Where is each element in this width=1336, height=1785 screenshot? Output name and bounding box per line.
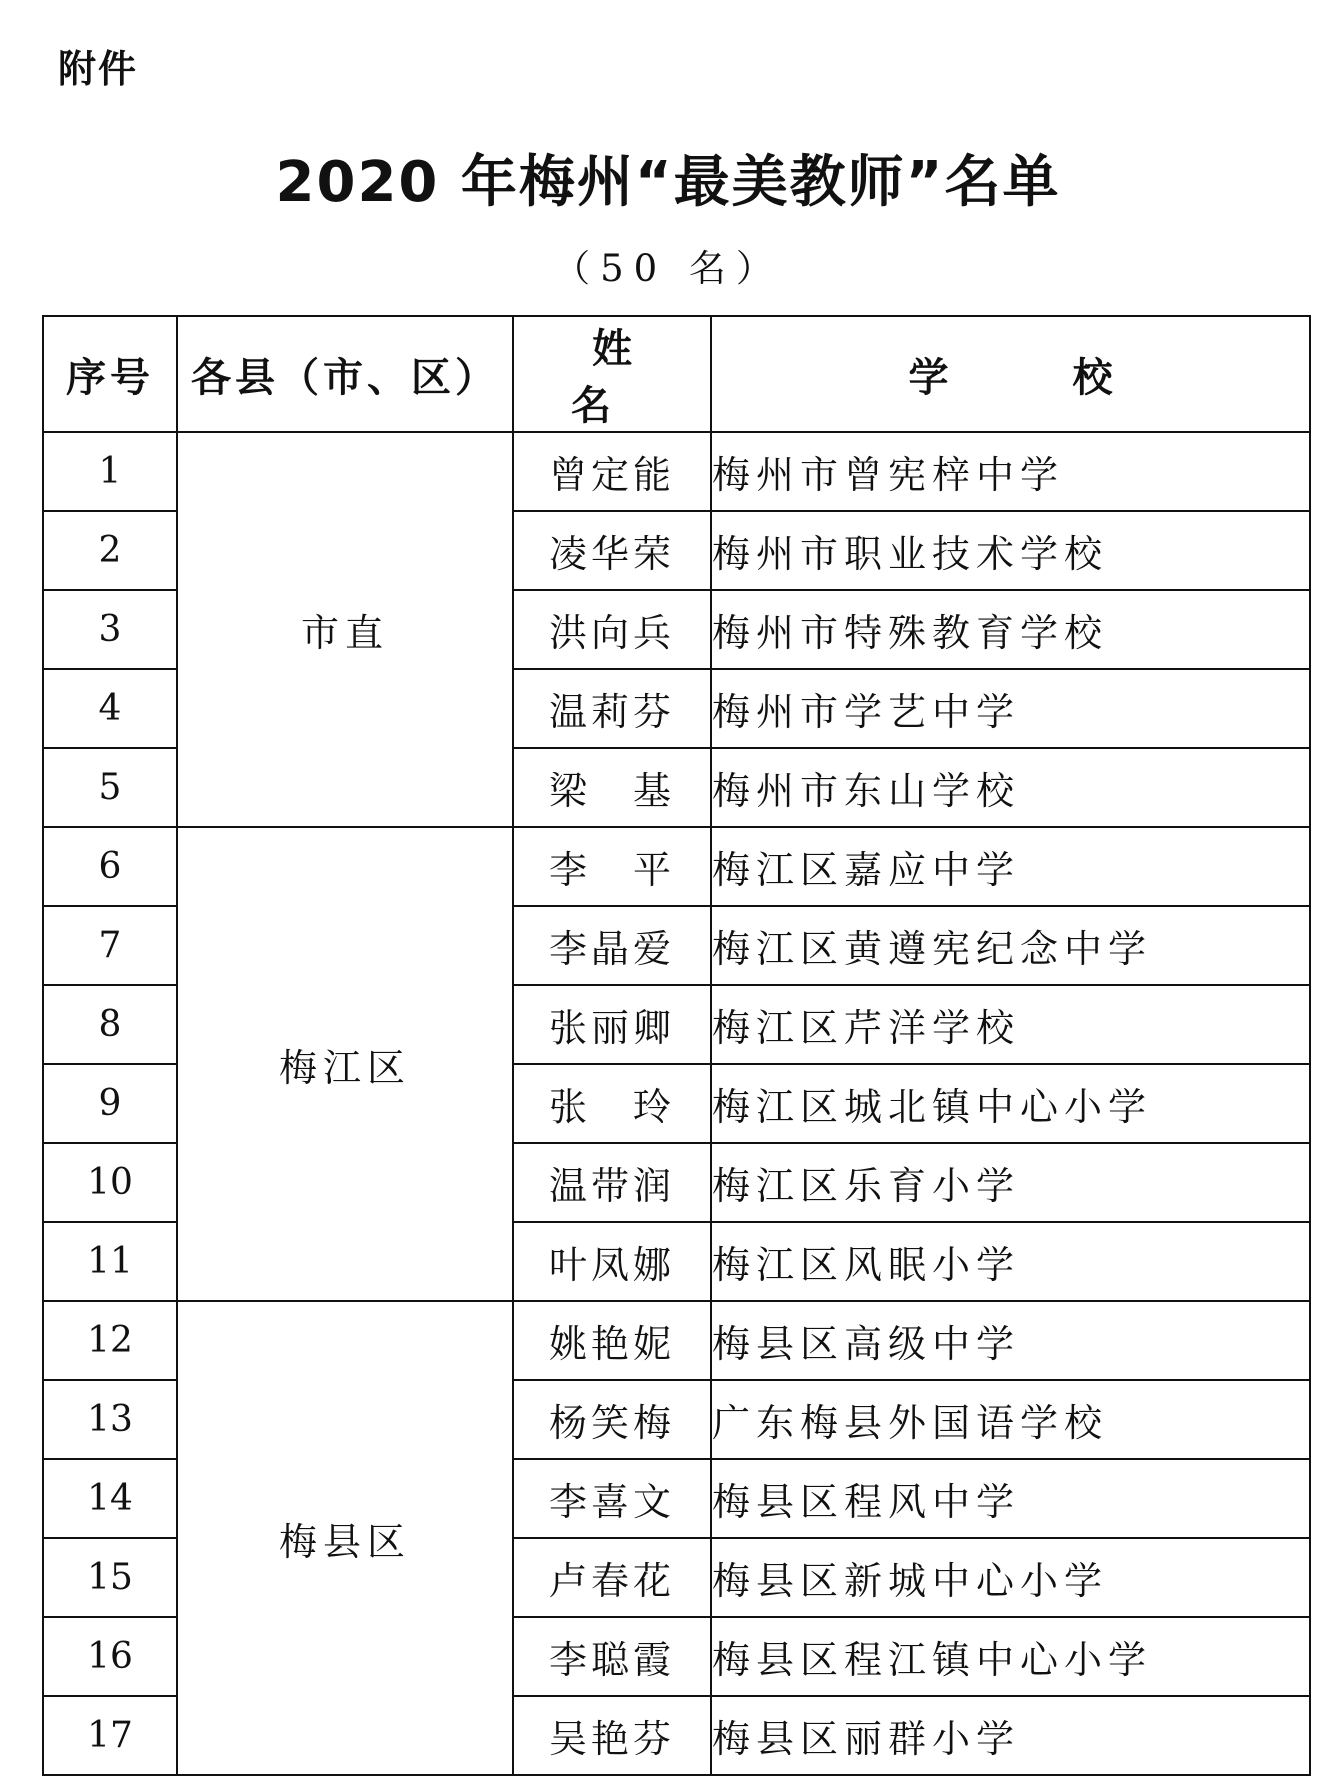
document-subtitle: （50 名）: [553, 247, 783, 290]
teacher-name: 温莉芬: [513, 669, 711, 748]
teacher-name: 凌华荣: [513, 511, 711, 590]
school-name: 梅江区城北镇中心小学: [711, 1064, 1310, 1143]
row-index: 7: [43, 906, 177, 985]
row-index: 2: [43, 511, 177, 590]
school-name: 梅江区风眠小学: [711, 1222, 1310, 1301]
school-name: 梅州市曾宪梓中学: [711, 432, 1310, 511]
school-name: 梅州市特殊教育学校: [711, 590, 1310, 669]
row-index: 10: [43, 1143, 177, 1222]
table-row: [43, 432, 1310, 511]
column-header-school: 学 校: [711, 316, 1310, 432]
column-header-county: 各县（市、区）: [177, 316, 513, 432]
teacher-name: 姚艳妮: [513, 1301, 711, 1380]
teacher-name: 李喜文: [513, 1459, 711, 1538]
teacher-name: 李聪霞: [513, 1617, 711, 1696]
table-row: [43, 1301, 1310, 1380]
row-index: 16: [43, 1617, 177, 1696]
column-header-name: 姓 名: [513, 316, 711, 432]
county-cell: 梅县区: [177, 1301, 513, 1775]
school-name: 梅江区乐育小学: [711, 1143, 1310, 1222]
county-cell: 梅江区: [177, 827, 513, 1301]
row-index: 11: [43, 1222, 177, 1301]
teacher-name: 杨笑梅: [513, 1380, 711, 1459]
county-cell: 市直: [177, 432, 513, 827]
school-name: 梅县区新城中心小学: [711, 1538, 1310, 1617]
teacher-name: 梁 基: [513, 748, 711, 827]
row-index: 13: [43, 1380, 177, 1459]
teacher-roster-table: [42, 315, 1311, 1776]
table-row: [43, 827, 1310, 906]
row-index: 14: [43, 1459, 177, 1538]
school-name: 梅县区丽群小学: [711, 1696, 1310, 1775]
row-index: 8: [43, 985, 177, 1064]
row-index: 12: [43, 1301, 177, 1380]
school-name: 梅县区程江镇中心小学: [711, 1617, 1310, 1696]
school-name: 梅州市职业技术学校: [711, 511, 1310, 590]
teacher-name: 温带润: [513, 1143, 711, 1222]
teacher-name: 曾定能: [513, 432, 711, 511]
school-name: 梅州市东山学校: [711, 748, 1310, 827]
school-name: 梅江区芹洋学校: [711, 985, 1310, 1064]
teacher-name: 李 平: [513, 827, 711, 906]
school-name: 梅江区黄遵宪纪念中学: [711, 906, 1310, 985]
row-index: 1: [43, 432, 177, 511]
row-index: 6: [43, 827, 177, 906]
document-title: 2020 年梅州“最美教师”名单: [275, 150, 1061, 215]
attachment-label: 附件: [58, 47, 139, 91]
school-name: 梅县区高级中学: [711, 1301, 1310, 1380]
teacher-name: 卢春花: [513, 1538, 711, 1617]
school-name: 梅州市学艺中学: [711, 669, 1310, 748]
table-header-row: [43, 316, 1310, 432]
row-index: 15: [43, 1538, 177, 1617]
school-name: 梅县区程风中学: [711, 1459, 1310, 1538]
teacher-name: 叶凤娜: [513, 1222, 711, 1301]
teacher-name: 张 玲: [513, 1064, 711, 1143]
row-index: 3: [43, 590, 177, 669]
column-header-index: 序号: [43, 316, 177, 432]
teacher-name: 李晶爱: [513, 906, 711, 985]
teacher-name: 吴艳芬: [513, 1696, 711, 1775]
school-name: 广东梅县外国语学校: [711, 1380, 1310, 1459]
row-index: 9: [43, 1064, 177, 1143]
row-index: 5: [43, 748, 177, 827]
teacher-name: 洪向兵: [513, 590, 711, 669]
teacher-name: 张丽卿: [513, 985, 711, 1064]
school-name: 梅江区嘉应中学: [711, 827, 1310, 906]
row-index: 17: [43, 1696, 177, 1775]
row-index: 4: [43, 669, 177, 748]
